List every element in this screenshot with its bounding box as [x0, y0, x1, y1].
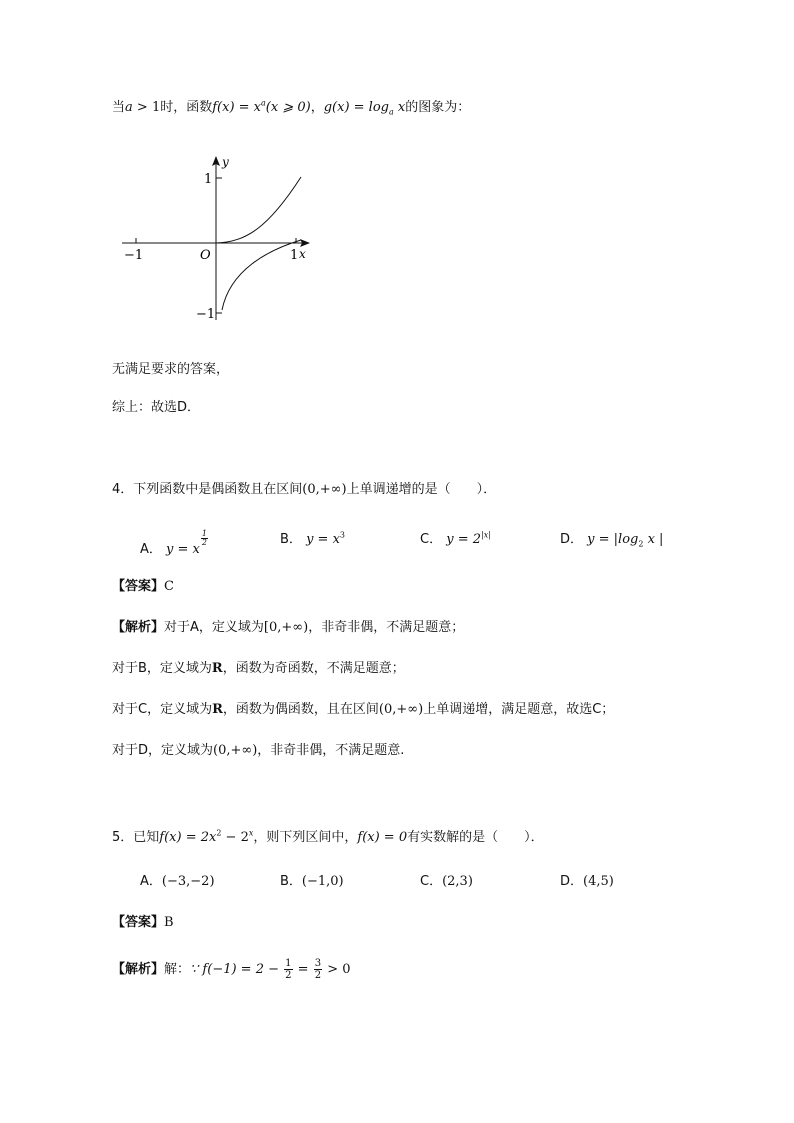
text: 对于A，定义域为 — [164, 620, 264, 635]
q4-stem — [112, 480, 496, 500]
tick-label-y-top: 1 — [204, 172, 213, 187]
tick-label-x-left: −1 — [124, 248, 144, 263]
math: R — [212, 702, 223, 717]
math: (x) = x — [217, 100, 262, 115]
math: y = |log — [587, 532, 639, 547]
intro-line — [112, 98, 470, 118]
text: 对于B，定义域为 — [112, 661, 212, 676]
math: = — [297, 962, 309, 977]
math: > 1 — [132, 100, 161, 115]
text: 5．已知 — [112, 830, 160, 845]
q4-option-c — [420, 530, 491, 550]
math-sup: |x| — [481, 530, 491, 540]
math: y = 2 — [446, 532, 481, 547]
math: g(x) = log — [323, 100, 389, 115]
text: 时，函数 — [160, 100, 213, 115]
q5-stem — [112, 828, 544, 848]
math: x | — [643, 532, 664, 547]
math: > 0 — [327, 962, 351, 977]
tick-label-y-bottom: −1 — [196, 307, 216, 322]
text: ，则下列区间中， — [253, 830, 358, 845]
text: 对于C，定义域为 — [112, 702, 213, 717]
math-sup: 3 — [339, 530, 345, 540]
math: ∵ f(−1) = 2 − — [190, 962, 280, 977]
text: 4．下列函数中是偶函数且在区间 — [112, 482, 303, 497]
y-axis-label: y — [222, 155, 229, 169]
text: 的图象为： — [405, 100, 471, 115]
q4-analysis-3 — [112, 700, 614, 720]
math: (0,+∞) — [302, 482, 347, 497]
q4-analysis-4 — [112, 741, 404, 761]
math-frac: $\frac{3}{2}$ — [314, 958, 322, 981]
math-sup: a — [261, 98, 266, 108]
tick-label-x-right: 1 — [290, 248, 299, 263]
text: ， — [310, 100, 324, 115]
math: (−3,−2) — [161, 874, 215, 889]
q5-option-b — [280, 872, 344, 892]
q4-answer — [112, 577, 174, 597]
math: − 2 — [221, 830, 249, 845]
q4-option-a — [140, 530, 209, 560]
math-sup: x — [248, 828, 254, 838]
math: y = x — [306, 532, 340, 547]
answer-label: 【答案】 — [112, 579, 165, 594]
q5-option-c — [420, 872, 473, 892]
math: f(x) = 2x — [159, 830, 217, 845]
text: ，函数为偶函数，且在区间 — [222, 702, 379, 717]
function-graph — [118, 150, 318, 330]
q5-option-a — [140, 872, 215, 892]
option-label: C． — [420, 532, 443, 547]
text: ，函数为奇函数，不满足题意； — [222, 661, 405, 676]
option-label: B． — [280, 532, 302, 547]
q4-option-d — [560, 530, 663, 550]
option-label: A． — [140, 874, 162, 889]
q5-option-d — [560, 872, 614, 892]
math: R — [211, 661, 223, 676]
math: (2,3) — [442, 874, 473, 889]
math-frac-exponent: $\frac{1}{2}$ — [201, 529, 207, 547]
option-label: A． — [140, 542, 162, 557]
text: 解： — [164, 962, 191, 977]
math-sup: 2 — [216, 828, 222, 838]
math: x — [393, 100, 406, 115]
math: (0,+∞) — [378, 702, 424, 717]
math: y = x — [166, 542, 200, 557]
math: (x ⩾ 0) — [265, 100, 311, 115]
text: 上单调递增的是（ ）． — [346, 482, 497, 497]
math: f — [212, 100, 218, 115]
math-frac: $\frac{1}{2}$ — [285, 958, 292, 981]
answer-value: C — [164, 579, 174, 594]
answer-value: B — [164, 915, 174, 930]
text: 当 — [112, 100, 126, 115]
answer-label: 【答案】 — [112, 915, 165, 930]
conclusion-line-1: 无满足要求的答案， — [112, 362, 230, 377]
math: [0,+∞) — [263, 620, 309, 635]
option-label: C． — [420, 874, 443, 889]
math: a — [125, 100, 133, 115]
option-label: D． — [560, 532, 584, 547]
math: f(x) = 0 — [357, 830, 408, 845]
text: ，非奇非偶，不满足题意. — [257, 743, 405, 758]
math: (4,5) — [583, 874, 614, 889]
text: 有实数解的是（ ）． — [407, 830, 544, 845]
option-label: B． — [280, 874, 302, 889]
q5-analysis — [112, 958, 351, 981]
text: 上单调递增，满足题意，故选C； — [423, 702, 615, 717]
curve-f — [216, 177, 301, 243]
text: ，非奇非偶，不满足题意； — [308, 620, 465, 635]
q4-analysis-2 — [112, 659, 405, 679]
math-sub: 2 — [638, 539, 644, 549]
math: (0,+∞) — [213, 743, 258, 758]
q5-answer — [112, 913, 174, 933]
conclusion-line-2: 综上：故选D． — [112, 400, 201, 415]
option-label: D． — [560, 874, 584, 889]
x-axis-label: x — [299, 247, 306, 261]
math-sub: a — [388, 107, 394, 117]
math: (−1,0) — [301, 874, 344, 889]
text: 对于D，定义域为 — [112, 743, 214, 758]
q4-option-b — [280, 530, 345, 550]
analysis-label: 【解析】 — [112, 620, 165, 635]
origin-label: O — [200, 248, 211, 263]
analysis-label: 【解析】 — [112, 962, 165, 977]
q4-analysis-1 — [112, 618, 464, 638]
